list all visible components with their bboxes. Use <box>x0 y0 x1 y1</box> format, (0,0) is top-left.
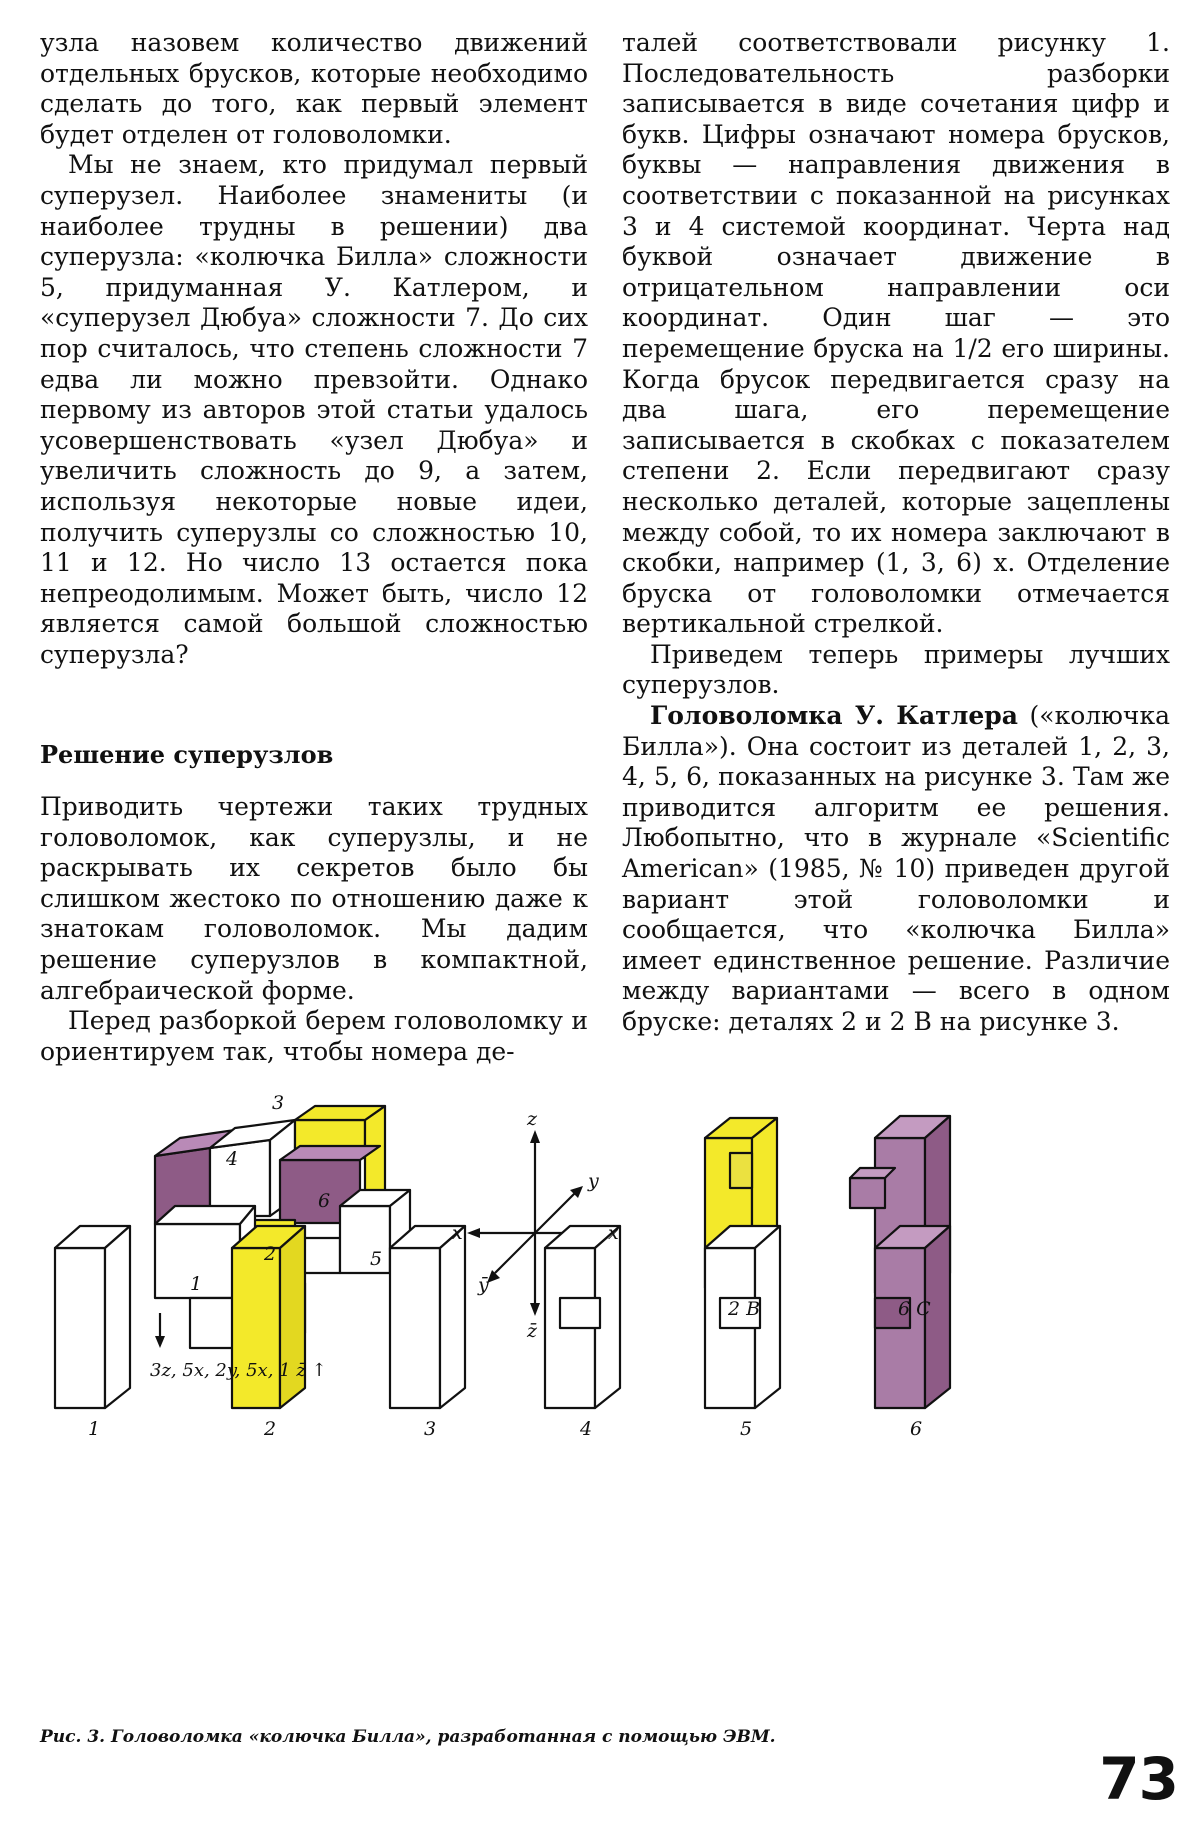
left-column-continued <box>40 792 588 1067</box>
paragraph <box>622 701 1170 1038</box>
piece-1 <box>55 1226 130 1408</box>
assembly-label: 6 <box>318 1190 331 1212</box>
paragraph: талей соответствовали рисунку 1. Последовательность разборки записывается в виде сочетания цифр и букв. Цифры означают номера брусков, буквы — направления движения в соответствии с показанной на рисунках 3 и 4 системой координат. Черта над буквой означает движение в отрицательном направлении оси координат. Один шаг — это перемещение бруска на 1/2 его ширины. Когда брусок передвигается сразу на два шага, его перемещение записывается в скобках с показателем степени 2. Если передвигают сразу несколько деталей, которые зацеплены между собой, то их номера заключают в скобки, например (1, 3, 6) x. Отделение бруска от головоломки отмечается вертикальной стрелкой. <box>622 28 1170 639</box>
axis-label-neg-x: x̄ <box>452 1222 463 1244</box>
axis-label-x: x <box>608 1222 619 1244</box>
axis-label-neg-y: ȳ <box>478 1274 489 1296</box>
right-column <box>622 28 1170 1038</box>
bold-run: Головоломка У. Катлера <box>650 701 1018 731</box>
paragraph-rest: («колючка Билла»). Она состоит из деталей 1, 2, 3, 4, 5, 6, показанных на рисунке 3. Там же приводится алгоритм ее решения. Любопытно, что в журнале «Scientific American» (1985, № 10) приведен другой вариант этой головоломки и сообщается, что «колючка Билла» имеет единственное решение. Различие между вариантами — всего в одном бруске: деталях 2 и 2 B на рисунке 3. <box>622 701 1170 1036</box>
assembly-label: 4 <box>226 1148 239 1170</box>
page-number: 73 <box>1099 1745 1178 1813</box>
figure-caption: Рис. 3. Головоломка «колючка Билла», разработанная с помощью ЭВМ. <box>40 1727 776 1747</box>
assembly-label: 2 <box>264 1243 277 1265</box>
piece-label: 5 <box>740 1418 753 1440</box>
piece-label: 4 <box>580 1418 593 1440</box>
variant-label: 2 B <box>728 1298 761 1320</box>
assembly-label: 1 <box>190 1273 203 1295</box>
paragraph: Мы не знаем, кто придумал первый суперузел. Наиболее знамениты (и наиболее трудны в решении) два суперузла: «колючка Билла» сложности 5, придуманная У. Катлером, и «суперузел Дюбуа» сложности 7. До сих пор считалось, что степень сложности 7 едва ли можно превзойти. Однако первому из авторов этой статьи удалось усовершенствовать «узел Дюбуа» и увеличить сложность до 9, а затем, используя некоторые новые идеи, получить суперузлы со сложностью 10, 11 и 12. Но число 13 остается пока непреодолимым. Может быть, число 12 является самой большой сложностью суперузла? <box>40 150 588 669</box>
left-column <box>40 28 588 670</box>
axis-label-z: z <box>527 1108 538 1130</box>
piece-label: 6 <box>910 1418 923 1440</box>
figure-3 <box>40 1092 1180 1718</box>
assembly-label: 3 <box>272 1092 285 1114</box>
algorithm-notation: 3z, 5x, 2y, 5x, 1 z̄ ↑ <box>150 1360 327 1381</box>
paragraph: узла назовем количество движений отдельных брусков, которые необходимо сделать до того, как первый элемент будет отделен от головоломки. <box>40 28 588 149</box>
piece-3 <box>390 1226 465 1408</box>
piece-label: 3 <box>424 1418 437 1440</box>
paragraph: Приводить чертежи таких трудных головоломок, как суперузлы, и не раскрывать их секретов было бы слишком жестоко по отношению даже к знатокам головоломок. Мы дадим решение суперузлов в компактной, алгебраической форме. <box>40 792 588 1005</box>
section-heading: Решение суперузлов <box>40 740 334 769</box>
assembly-label: 5 <box>370 1248 383 1270</box>
variant-label: 6 C <box>898 1298 931 1320</box>
piece-label: 2 <box>264 1418 277 1440</box>
axis-label-neg-z: z̄ <box>527 1320 538 1342</box>
paragraph: Приведем теперь примеры лучших суперузлов. <box>622 639 1170 700</box>
figure-drawing <box>40 1098 1180 1718</box>
paragraph: Перед разборкой берем головоломку и ориентируем так, чтобы номера де- <box>40 1006 588 1066</box>
piece-4 <box>545 1226 620 1408</box>
axis-label-y: y <box>588 1170 599 1192</box>
piece-label: 1 <box>88 1418 101 1440</box>
